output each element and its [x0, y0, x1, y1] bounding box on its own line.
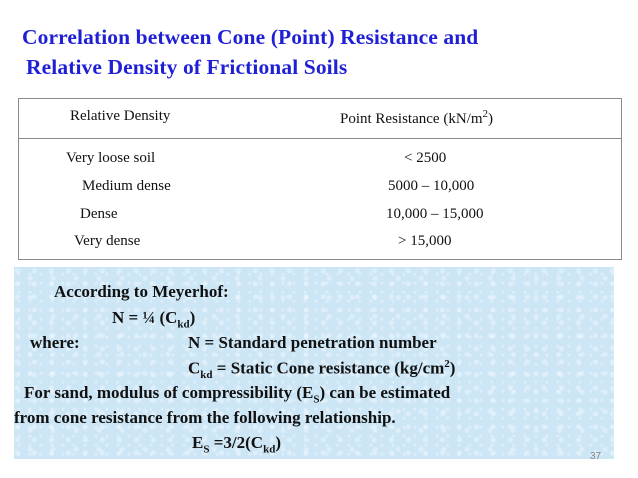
note-sand-line: For sand, modulus of compressibility $(E_S)$ can be estimated: [24, 383, 451, 406]
row-1-density: Very loose soil: [66, 150, 156, 166]
page-number: 37: [590, 451, 602, 462]
row-2-density: Medium dense: [82, 178, 171, 194]
note-heading: According to Meyerhof:: [54, 282, 229, 301]
row-3-density: Dense: [80, 206, 118, 222]
resistance-table: [18, 98, 622, 260]
row-3-resistance: 10,000 – 15,000: [386, 206, 484, 222]
title-line-1: Correlation between Cone (Point) Resistance and: [22, 25, 479, 49]
table-border-bottom: [18, 259, 622, 260]
table-border-top: [18, 98, 622, 99]
definition-n: N = Standard penetration number: [188, 333, 437, 352]
formula-n: N = ¼ $(C_{kd})$: [112, 308, 196, 331]
note-relationship-line: from cone resistance from the following relationship.: [14, 408, 396, 427]
meyerhof-note-box: [14, 267, 614, 459]
definition-ckd: $C_{kd}$ = Static Cone resistance $(kg/cm^2)$: [188, 358, 456, 382]
where-label: where:: [30, 333, 80, 352]
table-border-right: [621, 98, 622, 260]
header-point-resistance: Point Resistance $(kN/m^2)$: [340, 108, 493, 127]
row-1-resistance: < 2500: [404, 150, 447, 166]
title-line-2: Relative Density of Frictional Soils: [26, 55, 348, 79]
header-relative-density: Relative Density: [70, 108, 171, 124]
row-4-density: Very dense: [74, 233, 141, 249]
table-border-left: [18, 98, 19, 260]
row-4-resistance: > 15,000: [398, 233, 452, 249]
row-2-resistance: 5000 – 10,000: [388, 178, 475, 194]
formula-es: $E_S =3/2(C_{kd})$: [192, 433, 281, 456]
table-header-divider: [18, 138, 622, 139]
slide-title: [22, 22, 478, 82]
